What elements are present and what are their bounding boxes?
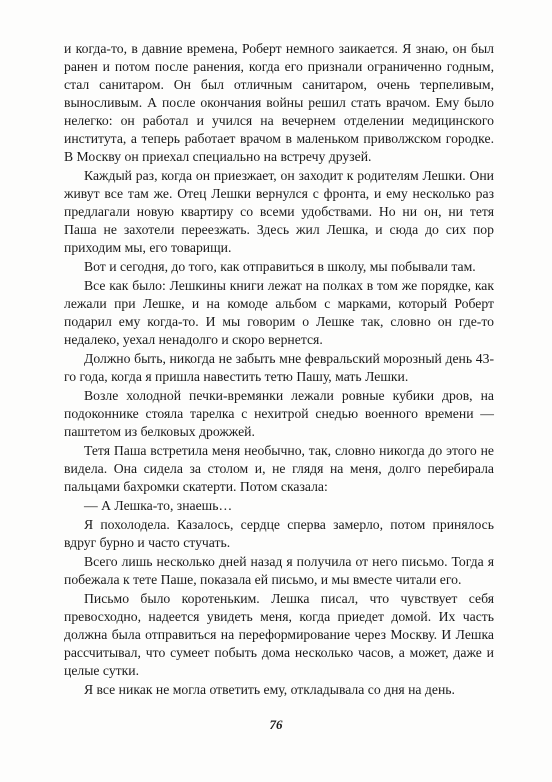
paragraph: Возле холодной печки-времянки лежали ровные кубики дров, на подоконнике стояла тарелка с нехитрой снедью военного времени — паштетом из белковых дрожжей.: [64, 388, 494, 439]
paragraph: Каждый раз, когда он приезжает, он заходит к родителям Лешки. Они живут все там же. Отец Лешки вернулся с фронта, и ему несколько раз предлагали новую квартиру со всеми удобствами. Но ни он, ни тетя Паша не захотели переезжать. Здесь жил Лешка, и сюда до сих пор приходим мы, его товарищи.: [64, 168, 494, 255]
page-number: 76: [269, 717, 283, 732]
paragraph: и когда-то, в давние времена, Роберт немного заикается. Я знаю, он был ранен и потом после ранения, когда его признали ограниченно годным, стал санитаром. Он был отличным санитаром, очень терпеливым, выносливым. А после окончания войны решил стать врачом. Ему было нелегко: он работал и учился на вечернем отделении медицинского института, а теперь работает врачом в маленьком приволжском городке. В Москву он приехал специально на встречу друзей.: [64, 41, 494, 164]
paragraph: Вот и сегодня, до того, как отправиться в школу, мы побывали там.: [84, 259, 476, 274]
paragraph: Письмо было коротеньким. Лешка писал, что чувствует себя превосходно, надеется увидеть меня, когда приедет домой. Их часть должна была отправиться на переформирование через Москву. И Лешка рассчитывал, что сумеет побыть дома несколько часов, а может, даже и целые сутки.: [64, 591, 494, 678]
paragraph: Должно быть, никогда не забыть мне февральский морозный день 43-го года, когда я пришла навестить тетю Пашу, мать Лешки.: [64, 351, 494, 384]
paragraph: Я похолодела. Казалось, сердце сперва замерло, потом принялось вдруг бурно и часто стучать.: [64, 517, 494, 550]
paragraph: Я все никак не могла ответить ему, откладывала со дня на день.: [84, 682, 455, 697]
paragraph: Всего лишь несколько дней назад я получила от него письмо. Тогда я побежала к тете Паше, показала ей письмо, и мы вместе читали его.: [64, 554, 494, 587]
dialogue-line: — А Лешка-то, знаешь…: [84, 498, 233, 513]
body-text: [64, 40, 494, 700]
paragraph: Тетя Паша встретила меня необычно, так, словно никогда до этого не видела. Она сидела за столом и, не глядя на меня, долго перебирала пальцами бахромки скатерти. Потом сказала:: [64, 443, 494, 494]
paragraph: Все как было: Лешкины книги лежат на полках в том же порядке, как лежали при Лешке, и на комоде альбом с марками, который Роберт подарил ему когда-то. И мы говорим о Лешке так, словно он где-то недалеко, уехал ненадолго и скоро вернется.: [64, 278, 494, 347]
